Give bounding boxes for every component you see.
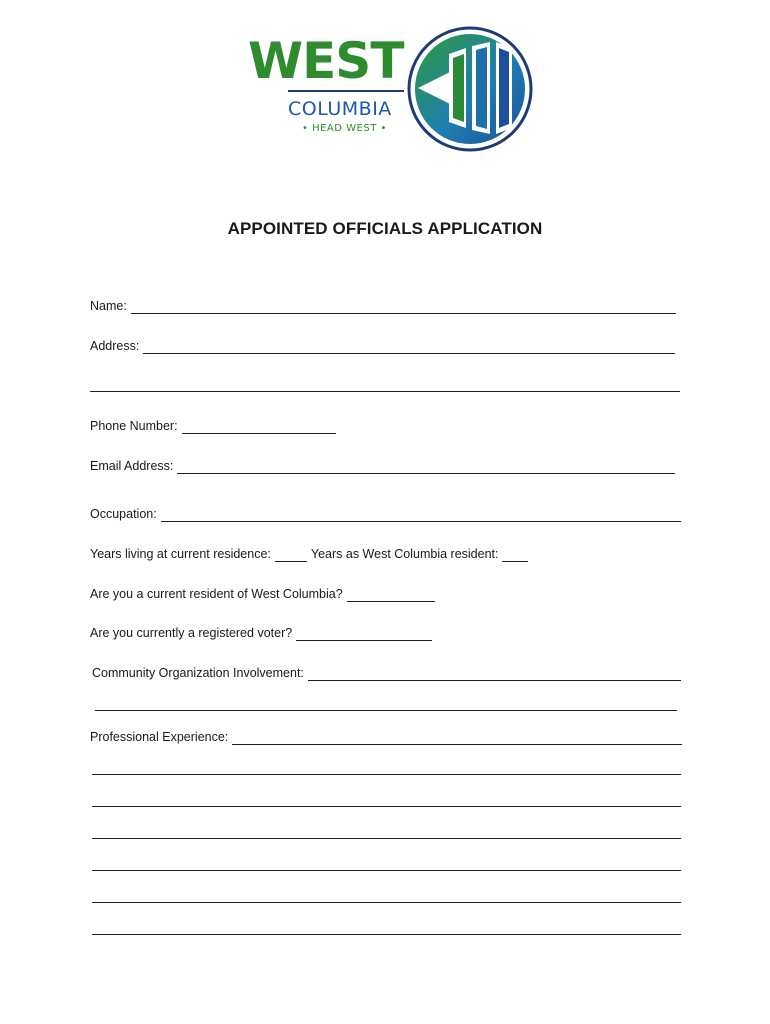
occupation-input-line[interactable] (161, 508, 681, 522)
professional-line-4[interactable] (92, 838, 681, 839)
professional-field[interactable] (90, 729, 682, 745)
community-field[interactable] (92, 665, 681, 681)
name-input-line[interactable] (131, 300, 676, 314)
current-resident-label: Are you a current resident of West Columbia? (90, 587, 343, 601)
email-input-line[interactable] (177, 460, 675, 474)
phone-label: Phone Number: (90, 419, 178, 433)
years-residence-label: Years living at current residence: (90, 547, 271, 561)
west-columbia-logo (244, 24, 534, 154)
occupation-field[interactable] (90, 506, 681, 522)
email-field[interactable] (90, 458, 675, 474)
professional-line-3[interactable] (92, 806, 681, 807)
professional-label: Professional Experience: (90, 730, 229, 744)
years-wc-label: Years as West Columbia resident: (310, 547, 499, 561)
professional-input-line[interactable] (232, 731, 682, 745)
current-resident-field[interactable] (90, 586, 435, 602)
phone-field[interactable] (90, 418, 336, 434)
form-title: APPOINTED OFFICIALS APPLICATION (227, 219, 543, 238)
years-field-row (90, 546, 528, 562)
community-line-2[interactable] (95, 710, 677, 711)
professional-line-7[interactable] (92, 934, 681, 935)
phone-input-line[interactable] (182, 420, 336, 434)
logo-tagline: • HEAD WEST • (302, 123, 387, 134)
professional-line-5[interactable] (92, 870, 681, 871)
address-label: Address: (90, 339, 140, 353)
name-field[interactable] (90, 298, 676, 314)
email-label: Email Address: (90, 459, 174, 473)
logo-word-columbia: COLUMBIA (288, 98, 392, 120)
community-input-line[interactable] (308, 667, 681, 681)
address-input-line[interactable] (143, 340, 675, 354)
years-residence-input-line[interactable] (275, 548, 307, 562)
address-line-2[interactable] (90, 391, 680, 392)
community-label: Community Organization Involvement: (92, 666, 304, 680)
registered-voter-label: Are you currently a registered voter? (90, 626, 293, 640)
registered-voter-input-line[interactable] (296, 627, 432, 641)
logo-word-west: WEST (248, 32, 404, 90)
circle-emblem-icon (409, 28, 531, 150)
professional-line-2[interactable] (92, 774, 681, 775)
address-field[interactable] (90, 338, 675, 354)
name-label: Name: (90, 299, 127, 313)
registered-voter-field[interactable] (90, 625, 432, 641)
current-resident-input-line[interactable] (347, 588, 435, 602)
years-wc-input-line[interactable] (502, 548, 528, 562)
professional-line-6[interactable] (92, 902, 681, 903)
occupation-label: Occupation: (90, 507, 157, 521)
